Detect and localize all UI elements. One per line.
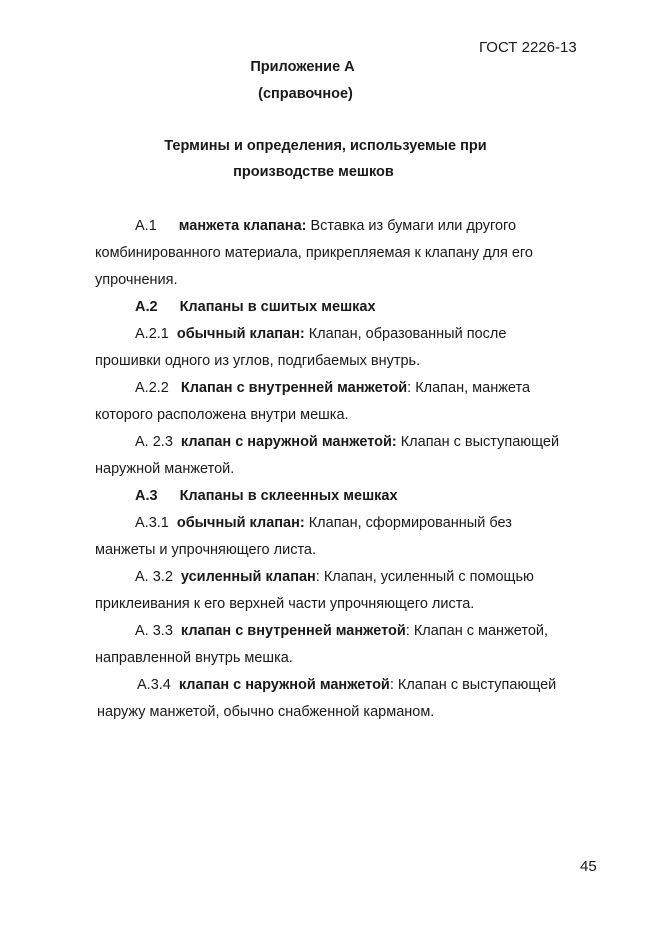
item-number: А.1 — [135, 218, 157, 234]
appendix-subtitle: (справочное) — [258, 86, 353, 102]
item-number: А. 3.2 — [135, 569, 173, 585]
term: клапан с внутренней манжетой — [180, 623, 406, 639]
definition-text: Клапан, образованный после — [304, 326, 507, 342]
definition-a33 — [95, 618, 605, 672]
item-number: А.3 — [135, 488, 158, 504]
definition-text: манжеты и упрочняющего листа. — [95, 542, 317, 558]
definition-text: : Клапан с манжетой, — [405, 623, 549, 639]
subsection-a2 — [95, 294, 605, 321]
item-number: А. 3.3 — [135, 623, 173, 639]
definition-a22 — [95, 375, 605, 429]
appendix-title: Приложение А — [250, 59, 355, 75]
term: обычный клапан: — [176, 326, 305, 342]
item-number: А.3.1 — [135, 515, 169, 531]
definition-text: Вставка из бумаги или другого — [306, 218, 517, 234]
section-heading-line2: производстве мешков — [233, 164, 394, 180]
definition-text: : Клапан, усиленный с помощью — [315, 569, 534, 585]
definition-text: прошивки одного из углов, подгибаемых внутрь. — [95, 353, 421, 369]
item-number: А.3.4 — [137, 677, 171, 693]
definition-a23 — [95, 429, 605, 483]
definition-text: упрочнения. — [95, 272, 178, 288]
definition-a31 — [95, 510, 605, 564]
definition-list — [95, 213, 605, 726]
term: клапан с наружной манжетой: — [180, 434, 397, 450]
definition-a1 — [95, 213, 605, 294]
definition-text: которого расположена внутри мешка. — [95, 407, 349, 423]
definition-text: комбинированного материала, прикрепляемая к клапану для его — [95, 245, 533, 261]
item-number: А.2 — [135, 299, 158, 315]
term: Клапан с внутренней манжетой — [180, 380, 408, 396]
definition-text: Клапан, сформированный без — [304, 515, 512, 531]
definition-a21 — [95, 321, 605, 375]
subsection-title: Клапаны в сшитых мешках — [179, 299, 376, 315]
definition-a32 — [95, 564, 605, 618]
definition-text: Клапан с выступающей — [396, 434, 560, 450]
definition-text: : Клапан с выступающей — [389, 677, 557, 693]
definition-a34 — [95, 672, 605, 726]
definition-text: наружу манжетой, обычно снабженной карманом. — [97, 704, 435, 720]
definition-text: : Клапан, манжета — [407, 380, 531, 396]
definition-text: наружной манжетой. — [95, 461, 235, 477]
term: усиленный клапан — [180, 569, 316, 585]
page-number: 45 — [580, 858, 597, 875]
term: манжета клапана: — [178, 218, 307, 234]
section-heading-line1: Термины и определения, используемые при — [164, 138, 487, 154]
definition-text: направленной внутрь мешка. — [95, 650, 293, 666]
term: клапан с наружной манжетой — [178, 677, 390, 693]
item-number: А. 2.3 — [135, 434, 173, 450]
item-number: А.2.1 — [135, 326, 169, 342]
item-number: А.2.2 — [135, 380, 169, 396]
document-code: ГОСТ 2226-13 — [479, 39, 577, 56]
subsection-a3 — [95, 483, 605, 510]
definition-text: приклеивания к его верхней части упрочняющего листа. — [95, 596, 475, 612]
term: обычный клапан: — [176, 515, 305, 531]
subsection-title: Клапаны в склеенных мешках — [179, 488, 398, 504]
